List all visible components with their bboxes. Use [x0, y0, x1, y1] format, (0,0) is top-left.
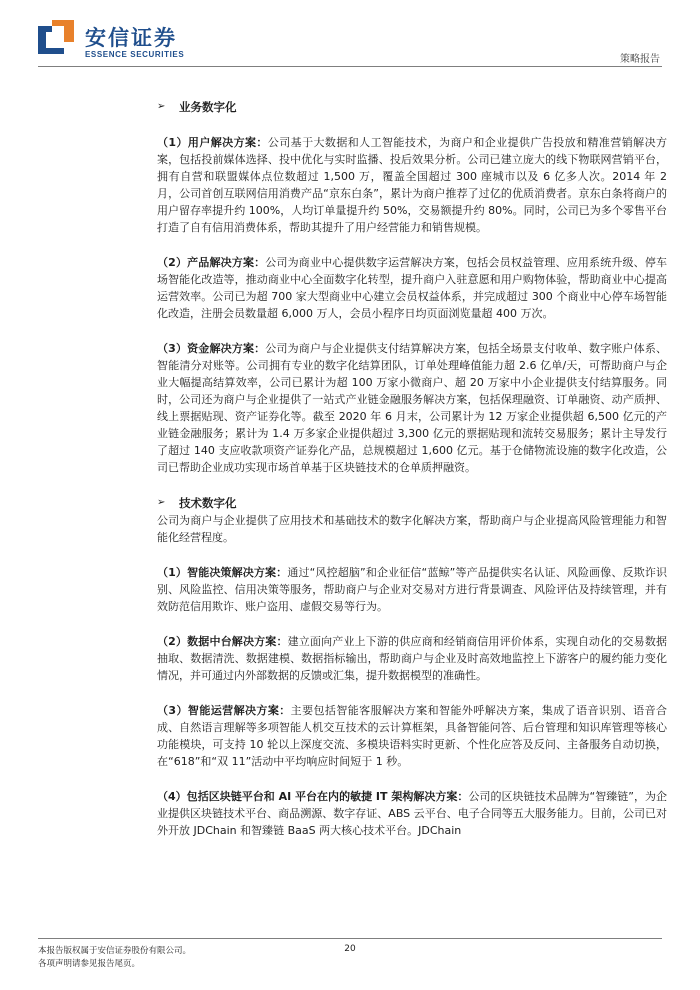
paragraph-lead: （4）包括区块链平台和 AI 平台在内的敏捷 IT 架构解决方案：	[157, 790, 469, 803]
section-title: 业务数字化	[179, 100, 237, 114]
paragraph-lead: （2）数据中台解决方案：	[157, 635, 288, 648]
header-divider	[38, 66, 662, 67]
company-name-cn: 安信证券	[85, 26, 177, 50]
section-title: 技术数字化	[179, 496, 237, 510]
company-logo	[38, 20, 208, 64]
arrow-bullet-icon: ➢	[157, 101, 166, 112]
paragraph-text: 公司为商业中心提供数字运营解决方案，包括会员权益管理、应用系统升级、停车场智能化改造等，推动商业中心全面数字化转型，提升商户入驻意愿和用户购物体验，帮助商业中心提高运营效率。公司已为超 700 家大型商业中心建立会员权益体系，并完成超过 300 个商业中心停车场智能化改造，注册会员数量超 6,000 万人，会员小程序日均页面浏览量超 400 万次。	[157, 256, 668, 320]
report-type-label: 策略报告	[620, 54, 660, 65]
footer-divider	[38, 938, 662, 939]
paragraph-lead: （3）资金解决方案：	[157, 342, 266, 355]
paragraph-lead: （2）产品解决方案：	[157, 256, 266, 269]
paragraph-text: 公司的区块链技术品牌为“智臻链”，为企业提供区块链技术平台、商品溯源、数字存证、ABS 云平台、电子合同等五大服务能力。目前，公司已对外开放 JDChain 和智臻链 BaaS 两大核心技术平台。JDChain	[157, 790, 667, 837]
copyright-notice: 本报告版权属于安信证券股份有限公司。	[38, 946, 192, 956]
paragraph-operation-solution	[157, 702, 667, 770]
paragraph-tech-intro: 公司为商户与企业提供了应用技术和基础技术的数字化解决方案，帮助商户与企业提高风险管理能力和智能化经营程度。	[157, 514, 667, 544]
page-number: 20	[344, 944, 356, 954]
disclaimer-notice: 各项声明请参见报告尾页。	[38, 959, 141, 969]
paragraph-text: 通过“风控超脑”和企业征信“蓝鲸”等产品提供实名认证、风险画像、反欺诈识别、风险监控、信用决策等服务，帮助商户与企业对交易对方进行背景调查、风险评估及持续管理，并有效防范信用欺诈、账户盗用、虚假交易等行为。	[157, 566, 667, 613]
paragraph-text: 公司为商户与企业提供支付结算解决方案，包括全场景支付收单、数字账户体系、智能清分对账等。公司拥有专业的数字化结算团队，订单处理峰值能力超 2.6 亿单/天，可帮助商户与企业大幅提高结算效率，公司已累计为超 100 万家小微商户、超 20 万家中小企业提供支付结算服务。同时，公司还为商户与企业提供了一站式产业链金融服务解决方案，包括保理融资、订单融资、动产质押、线上票据贴现、资产证券化等。截至 2020 年 6 月末，公司累计为 12 万家企业提供超 6,500 亿元的产业链金融服务；累计为 1.4 万多家企业提供超过 3,300 亿元的票据贴现和流转交易服务；累计主导发行了超过 140 支应收款项资产证券化产品，总规模超过 1,600 亿元。基于仓储物流设施的数字化改造，公司已帮助企业成功实现市场首单基于区块链技术的仓单质押融资。	[157, 342, 668, 474]
logo-mark-icon	[38, 20, 76, 58]
paragraph-text: 主要包括智能客服解决方案和智能外呼解决方案，集成了语音识别、语音合成、自然语言理解等多项智能人机交互技术的云计算框架，具备智能问答、后台管理和知识库管理等核心功能模块，可支持 10 轮以上深度交流、多模块语料实时更新、个性化应答及反问、主备服务自动切换，在“618”和“双 11”活动中平均响应时间短于 1 秒。	[157, 704, 667, 768]
paragraph-it-architecture-solution	[157, 788, 667, 839]
paragraph-lead: （1）用户解决方案：	[157, 136, 268, 149]
arrow-bullet-icon: ➢	[157, 497, 166, 508]
section-heading-business	[157, 98, 667, 116]
document-body	[157, 98, 667, 839]
paragraph-user-solution	[157, 134, 667, 236]
paragraph-capital-solution	[157, 340, 667, 476]
paragraph-data-platform-solution	[157, 633, 667, 684]
section-heading-technology	[157, 494, 667, 512]
paragraph-lead: （1）智能决策解决方案：	[157, 566, 288, 579]
paragraph-product-solution	[157, 254, 667, 322]
paragraph-lead: （3）智能运营解决方案：	[157, 704, 291, 717]
paragraph-decision-solution	[157, 564, 667, 615]
paragraph-text: 建立面向产业上下游的供应商和经销商信用评价体系，实现自动化的交易数据抽取、数据清洗、数据建模、数据指标输出，帮助商户与企业及时高效地监控上下游客户的履约能力变化情况，并可通过内外部数据的反馈或汇集，提升数据模型的准确性。	[157, 635, 668, 682]
company-name-en: ESSENCE SECURITIES	[85, 50, 185, 59]
paragraph-text: 公司基于大数据和人工智能技术，为商户和企业提供广告投放和精准营销解决方案，包括投前媒体选择、投中优化与实时监播、投后效果分析。公司已建立庞大的线下物联网营销平台，拥有自营和联盟媒体点位数超过 1,500 万，覆盖全国超过 300 座城市以及 6 亿多人次。2014 年 2 月，公司首创互联网信用消费产品“京东白条”，累计为商户推荐了过亿的优质消费者。京东白条将商户的用户留存率提升约 100%，人均订单量提升约 50%，交易额提升约 80%。同时，公司已为多个零售平台打造了自有信用消费体系，帮助其提升了用户经营能力和销售规模。	[157, 136, 668, 234]
